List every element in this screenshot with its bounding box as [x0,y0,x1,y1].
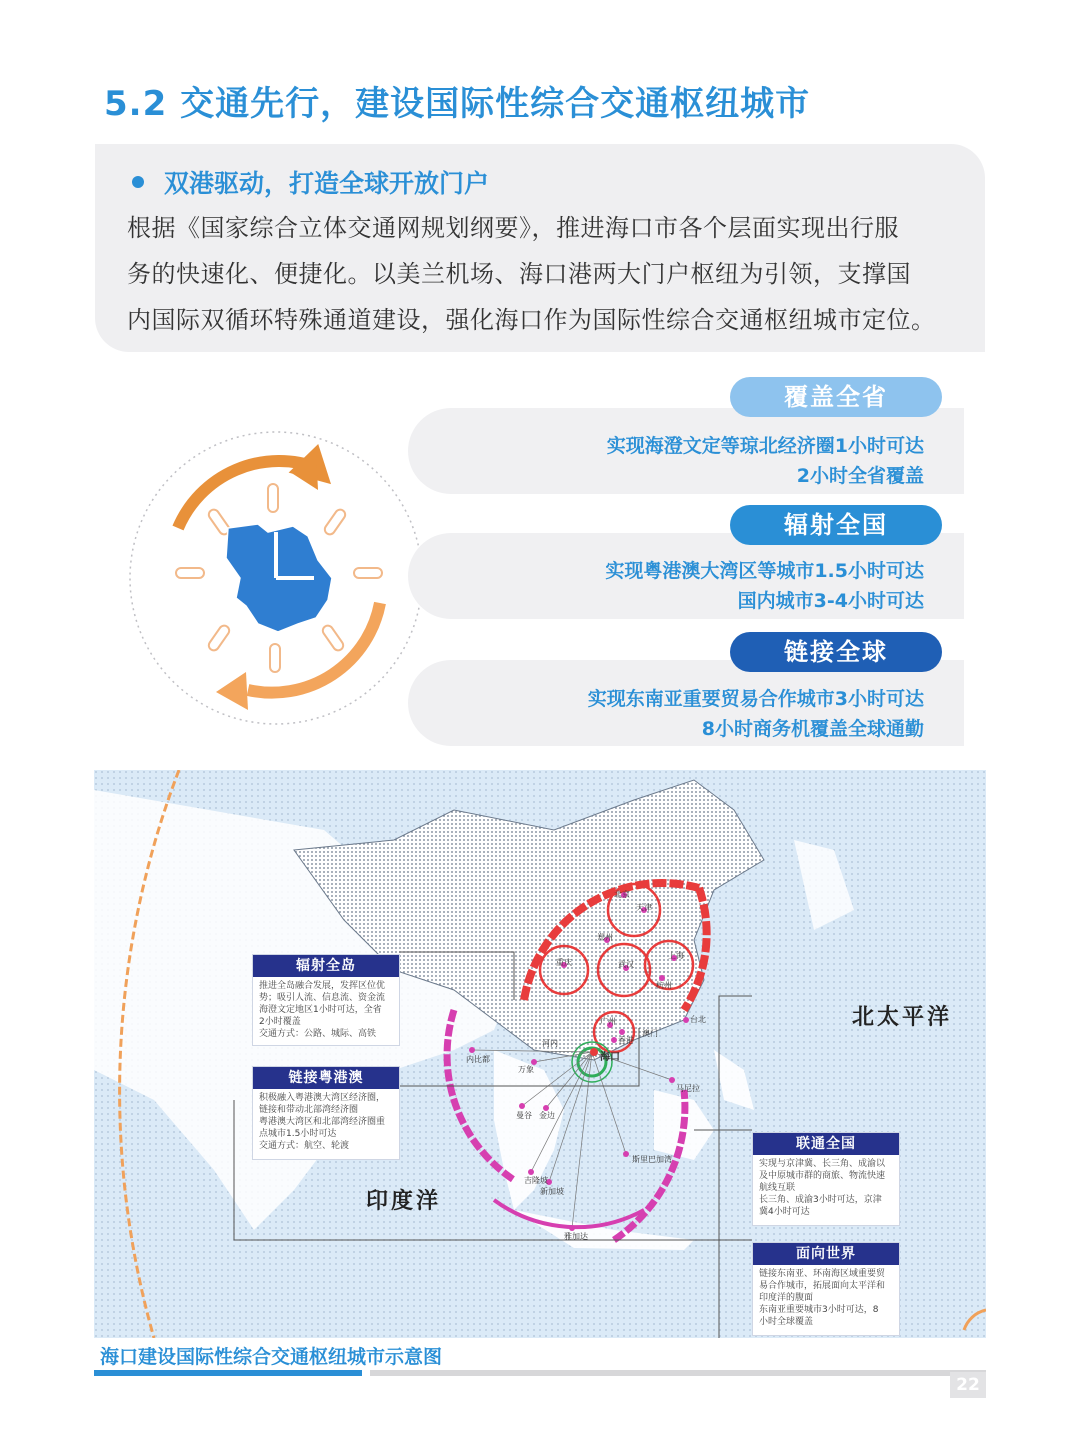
city-label: 上海 [668,951,684,960]
city-label: 斯里巴加湾 [632,1155,672,1164]
bullet-title: 双港驱动，打造全球开放门户 [164,169,490,198]
city-label: 吉隆坡 [524,1176,548,1185]
panel-text: 实现海澄文定等琼北经济圈1小时可达 [606,435,924,457]
info-box-world [752,1242,900,1336]
city-label: 香港 [618,1036,634,1045]
intro-line: 根据《国家综合立体交通网规划纲要》，推进海口市各个层面实现出行服 [127,214,899,242]
info-box-text: 推进全岛融合发展，发挥区位优 势；吸引人流、信息流、资金流 海澄文定地区1小时可达，全省 2小时覆盖 交通方式：公路、城际、高铁 [259,981,386,1039]
info-box-title: 联通全国 [753,1133,899,1155]
city-label-haikou: 海口 [600,1052,620,1063]
city-label: 万象 [518,1065,534,1074]
city-label: 金边 [539,1111,555,1120]
footer-bar-gray [370,1370,986,1376]
city-label: 北京 [614,890,630,899]
ocean-label-indian: 印度洋 [366,1189,442,1214]
arrow-head-bottom [216,672,248,710]
intro-line: 内国际双循环特殊通道建设，强化海口作为国际性综合交通枢纽城市定位。 [127,306,936,334]
panel-text: 8小时商务机覆盖全球通勤 [701,718,924,740]
city-label: 武汉 [618,960,634,969]
info-box-gba [252,1066,400,1160]
clock-illustration [118,428,438,728]
info-box-title: 面向世界 [753,1243,899,1265]
intro-line: 务的快速化、便捷化。以美兰机场、海口港两大门户枢纽为引领，支撑国 [127,260,911,288]
city-label: 重庆 [556,958,572,967]
city-label: 河内 [542,1039,558,1048]
footer-bar-blue [94,1370,362,1376]
info-box-text: 积极融入粤港澳大湾区经济圈， 链接和带动北部湾经济圈 粤港澳大湾区和北部湾经济圈重 点城市1.5小时可达 交通方式：航空、轮渡 [259,1093,386,1151]
city-label: 内比都 [466,1055,490,1064]
transport-hub-map [94,770,986,1338]
city-label: 马尼拉 [676,1084,700,1093]
panel-text: 2小时全省覆盖 [796,465,924,487]
ocean-label-pacific: 北太平洋 [852,1005,953,1030]
info-box-title: 链接粤港澳 [253,1067,399,1089]
city-label: 新加坡 [540,1187,564,1196]
panel-text: 国内城市3-4小时可达 [737,590,924,612]
city-label: 杭州 [656,981,672,990]
pill-province: 覆盖全省 [730,377,942,417]
info-box-text: 链接东南亚、环南海区域重要贸 易合作城市，拓展面向太平洋和 印度洋的腹面 东南亚重要城市3小时可达，8 小时全球覆盖 [759,1269,886,1327]
city-label: 广州 [600,1017,616,1026]
panel-text: 实现粤港澳大湾区等城市1.5小时可达 [605,560,924,582]
city-label: 郑州 [597,933,613,942]
page-number: 22 [950,1372,986,1398]
city-label: 澳门 [642,1029,658,1038]
city-label: 天津 [636,903,652,912]
info-box-national [752,1132,900,1226]
info-box-title: 辐射全岛 [253,955,399,977]
panel-text: 实现东南亚重要贸易合作城市3小时可达 [587,688,924,710]
figure-caption: 海口建设国际性综合交通枢纽城市示意图 [100,1346,443,1368]
city-label: 曼谷 [516,1111,532,1120]
pill-global: 链接全球 [730,632,942,672]
info-box-text: 实现与京津冀、长三角、成渝以 及中原城市群的商旅、物流快速 航线互联 长三角、成渝3小时可达，京津 冀4小时可达 [759,1159,886,1217]
pill-national: 辐射全国 [730,505,942,545]
page-title: 5.2 交通先行，建设国际性综合交通枢纽城市 [104,84,811,124]
info-box-island [252,954,400,1046]
bullet-dot [132,176,144,188]
city-label: 台北 [690,1015,706,1024]
city-label: 雅加达 [564,1232,588,1241]
